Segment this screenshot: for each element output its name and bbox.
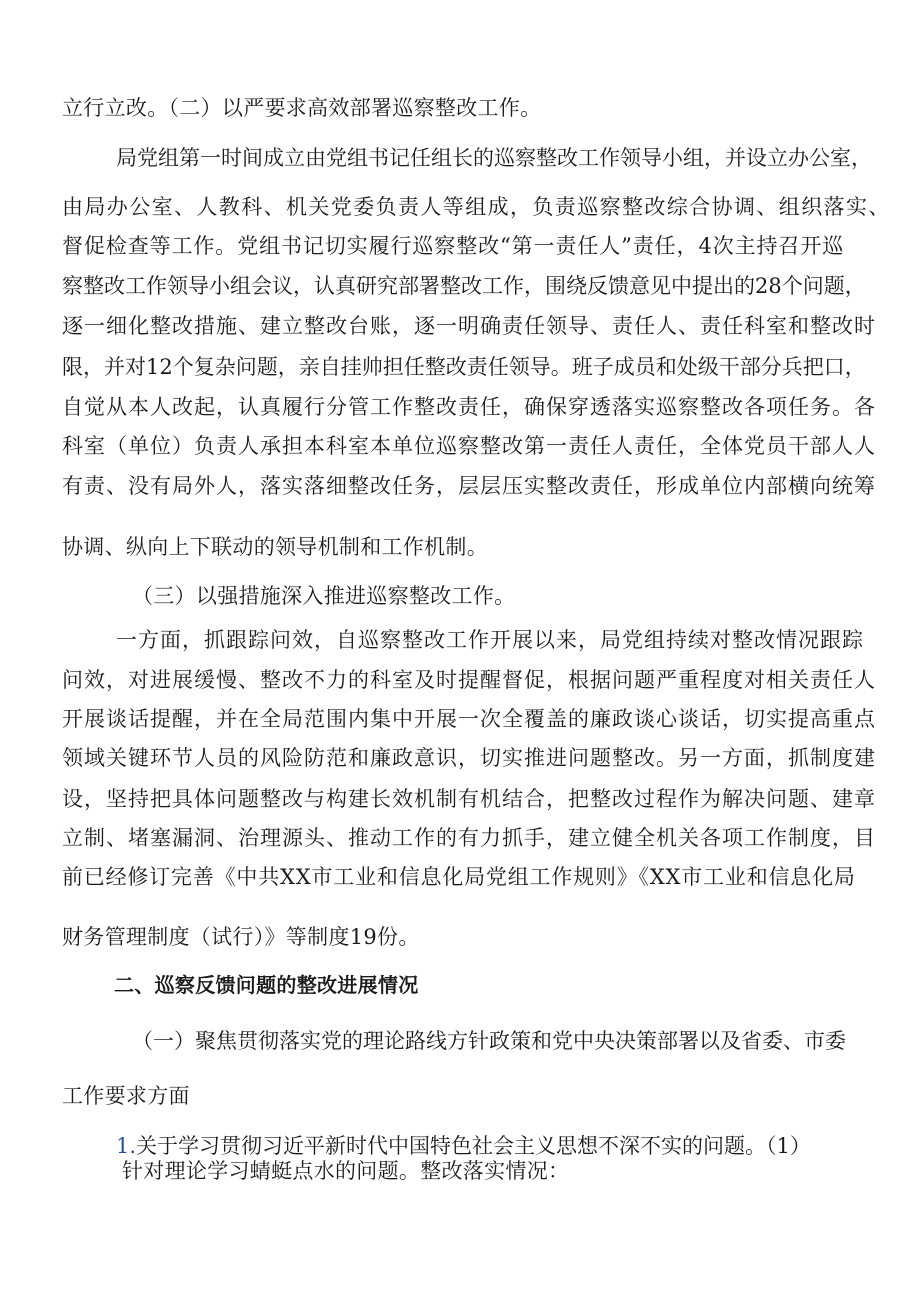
paragraph-line: 立行立改。（二）以严要求高效部署巡察整改工作。	[62, 96, 542, 120]
paragraph-line: 限，并对12个复杂问题，亲自挂帅担任整改责任领导。班子成员和处级干部分兵把口，	[62, 355, 866, 379]
paragraph-line: 开展谈话提醒，并在全局范围内集中开展一次全覆盖的廉政谈心谈话，切实提高重点	[62, 707, 876, 731]
paragraph-line: 立制、堵塞漏洞、治理源头、推动工作的有力抓手，建立健全机关各项工作制度，目	[62, 826, 876, 850]
paragraph-line: 自觉从本人改起，认真履行分管工作整改责任，确保穿透落实巡察整改各项任务。各	[62, 395, 876, 419]
paragraph-line: 局党组第一时间成立由党组书记任组长的巡察整改工作领导小组，并设立办公室，	[116, 146, 872, 170]
paragraph-line: 前已经修订完善《中共XX市工业和信息化局党组工作规则》《XX市工业和信息化局	[62, 865, 856, 889]
section-subheading: （三）以强措施深入推进巡察整改工作。	[132, 584, 516, 608]
paragraph-line: 科室（单位）负责人承担本科室本单位巡察整改第一责任人责任，全体党员干部人人	[62, 434, 876, 458]
paragraph-line: 察整改工作领导小组会议，认真研究部署整改工作，围绕反馈意见中提出的28个问题，	[62, 274, 866, 298]
paragraph-line: 由局办公室、人教科、机关党委负责人等组成，负责巡察整改综合协调、组织落实、	[62, 195, 891, 219]
paragraph-line: 设，坚持把具体问题整改与构建长效机制有机结合，把整改过程作为解决问题、建章	[62, 787, 876, 811]
list-item-number: 1.	[116, 1134, 137, 1158]
list-item-text: 关于学习贯彻习近平新时代中国特色社会主义思想不深不实的问题。（1）	[136, 1134, 811, 1158]
paragraph-line: 领域关键环节人员的风险防范和廉政意识，切实推进问题整改。另一方面，抓制度建	[62, 746, 876, 770]
paragraph-line: 协调、纵向上下联动的领导机制和工作机制。	[62, 535, 488, 559]
paragraph-line: 问效，对进展缓慢、整改不力的科室及时提醒督促，根据问题严重程度对相关责任人	[62, 668, 876, 692]
paragraph-line: 财务管理制度（试行）》等制度19份。	[62, 925, 420, 949]
section-heading: 二、巡察反馈问题的整改进展情况	[114, 973, 419, 997]
section-subheading: （一）聚焦贯彻落实党的理论路线方针政策和党中央决策部署以及省委、市委	[132, 1029, 846, 1053]
paragraph-line: 一方面，抓跟踪问效，自巡察整改工作开展以来，局党组持续对整改情况跟踪	[116, 628, 864, 652]
section-subheading-continued: 工作要求方面	[62, 1084, 190, 1108]
paragraph-line: 逐一细化整改措施、建立整改台账，逐一明确责任领导、责任人、责任科室和整改时	[62, 314, 876, 338]
paragraph-line: 有责、没有局外人，落实落细整改任务，层层压实整改责任，形成单位内部横向统筹	[62, 474, 876, 498]
paragraph-line: 督促检查等工作。党组书记切实履行巡察整改“第一责任人”责任，4次主持召开巡	[62, 234, 845, 258]
list-item-line: 针对理论学习蜻蜓点水的问题。整改落实情况：	[122, 1159, 570, 1183]
